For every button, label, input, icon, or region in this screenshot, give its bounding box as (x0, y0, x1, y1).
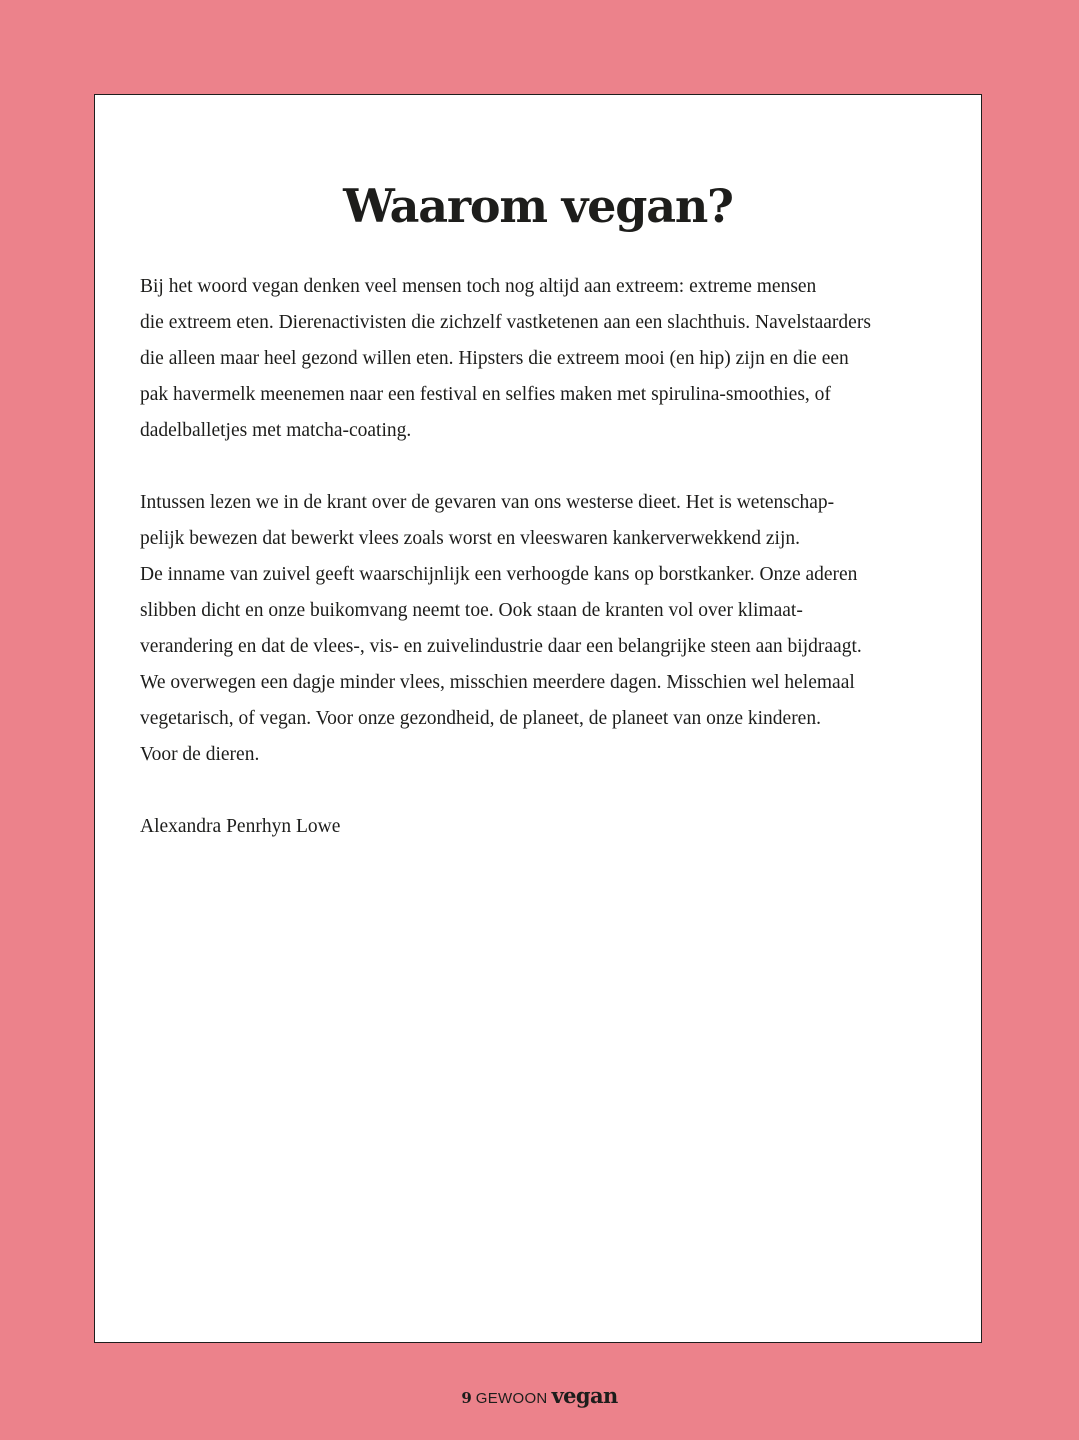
text-line: pelijk bewezen dat bewerkt vlees zoals worst en vleeswaren kankerverwekkend zijn. (140, 528, 801, 549)
text-line: Voor de dieren. (140, 744, 260, 765)
text-line: Intussen lezen we in de krant over de gevaren van ons westerse dieet. Het is wetenschap- (140, 492, 835, 513)
text-line: pak havermelk meenemen naar een festival en selfies maken met spirulina-smoothies, of (140, 384, 831, 405)
text-line: We overwegen een dagje minder vlees, misschien meerdere dagen. Misschien wel helemaal (140, 672, 855, 693)
page-footer (0, 1381, 1079, 1414)
text-line: dadelballetjes met matcha-coating. (140, 420, 412, 441)
paragraph-2 (140, 485, 940, 773)
page-panel (94, 94, 982, 1343)
paragraph-1 (140, 269, 940, 449)
article-body (140, 269, 940, 845)
brand-name-light: GEWOON (475, 1390, 548, 1407)
text-line: Bij het woord vegan denken veel mensen toch nog altijd aan extreem: extreme mensen (140, 276, 817, 297)
text-line: die extreem eten. Dierenactivisten die zichzelf vastketenen aan een slachthuis. Navelstaarders (140, 312, 871, 333)
page-title: Waarom vegan? (343, 179, 733, 233)
author-signature: Alexandra Penrhyn Lowe (140, 816, 341, 837)
page-number: 9 (461, 1389, 472, 1407)
text-line: slibben dicht en onze buikomvang neemt toe. Ook staan de kranten vol over klimaat- (140, 600, 803, 621)
text-line: verandering en dat de vlees-, vis- en zuivelindustrie daar een belangrijke steen aan bijdraagt. (140, 636, 862, 657)
text-line: De inname van zuivel geeft waarschijnlijk een verhoogde kans op borstkanker. Onze aderen (140, 564, 858, 585)
text-line: die alleen maar heel gezond willen eten. Hipsters die extreem mooi (en hip) zijn en die een (140, 348, 849, 369)
text-line: vegetarisch, of vegan. Voor onze gezondheid, de planeet, de planeet van onze kinderen. (140, 708, 821, 729)
brand-name-bold: vegan (551, 1383, 618, 1408)
